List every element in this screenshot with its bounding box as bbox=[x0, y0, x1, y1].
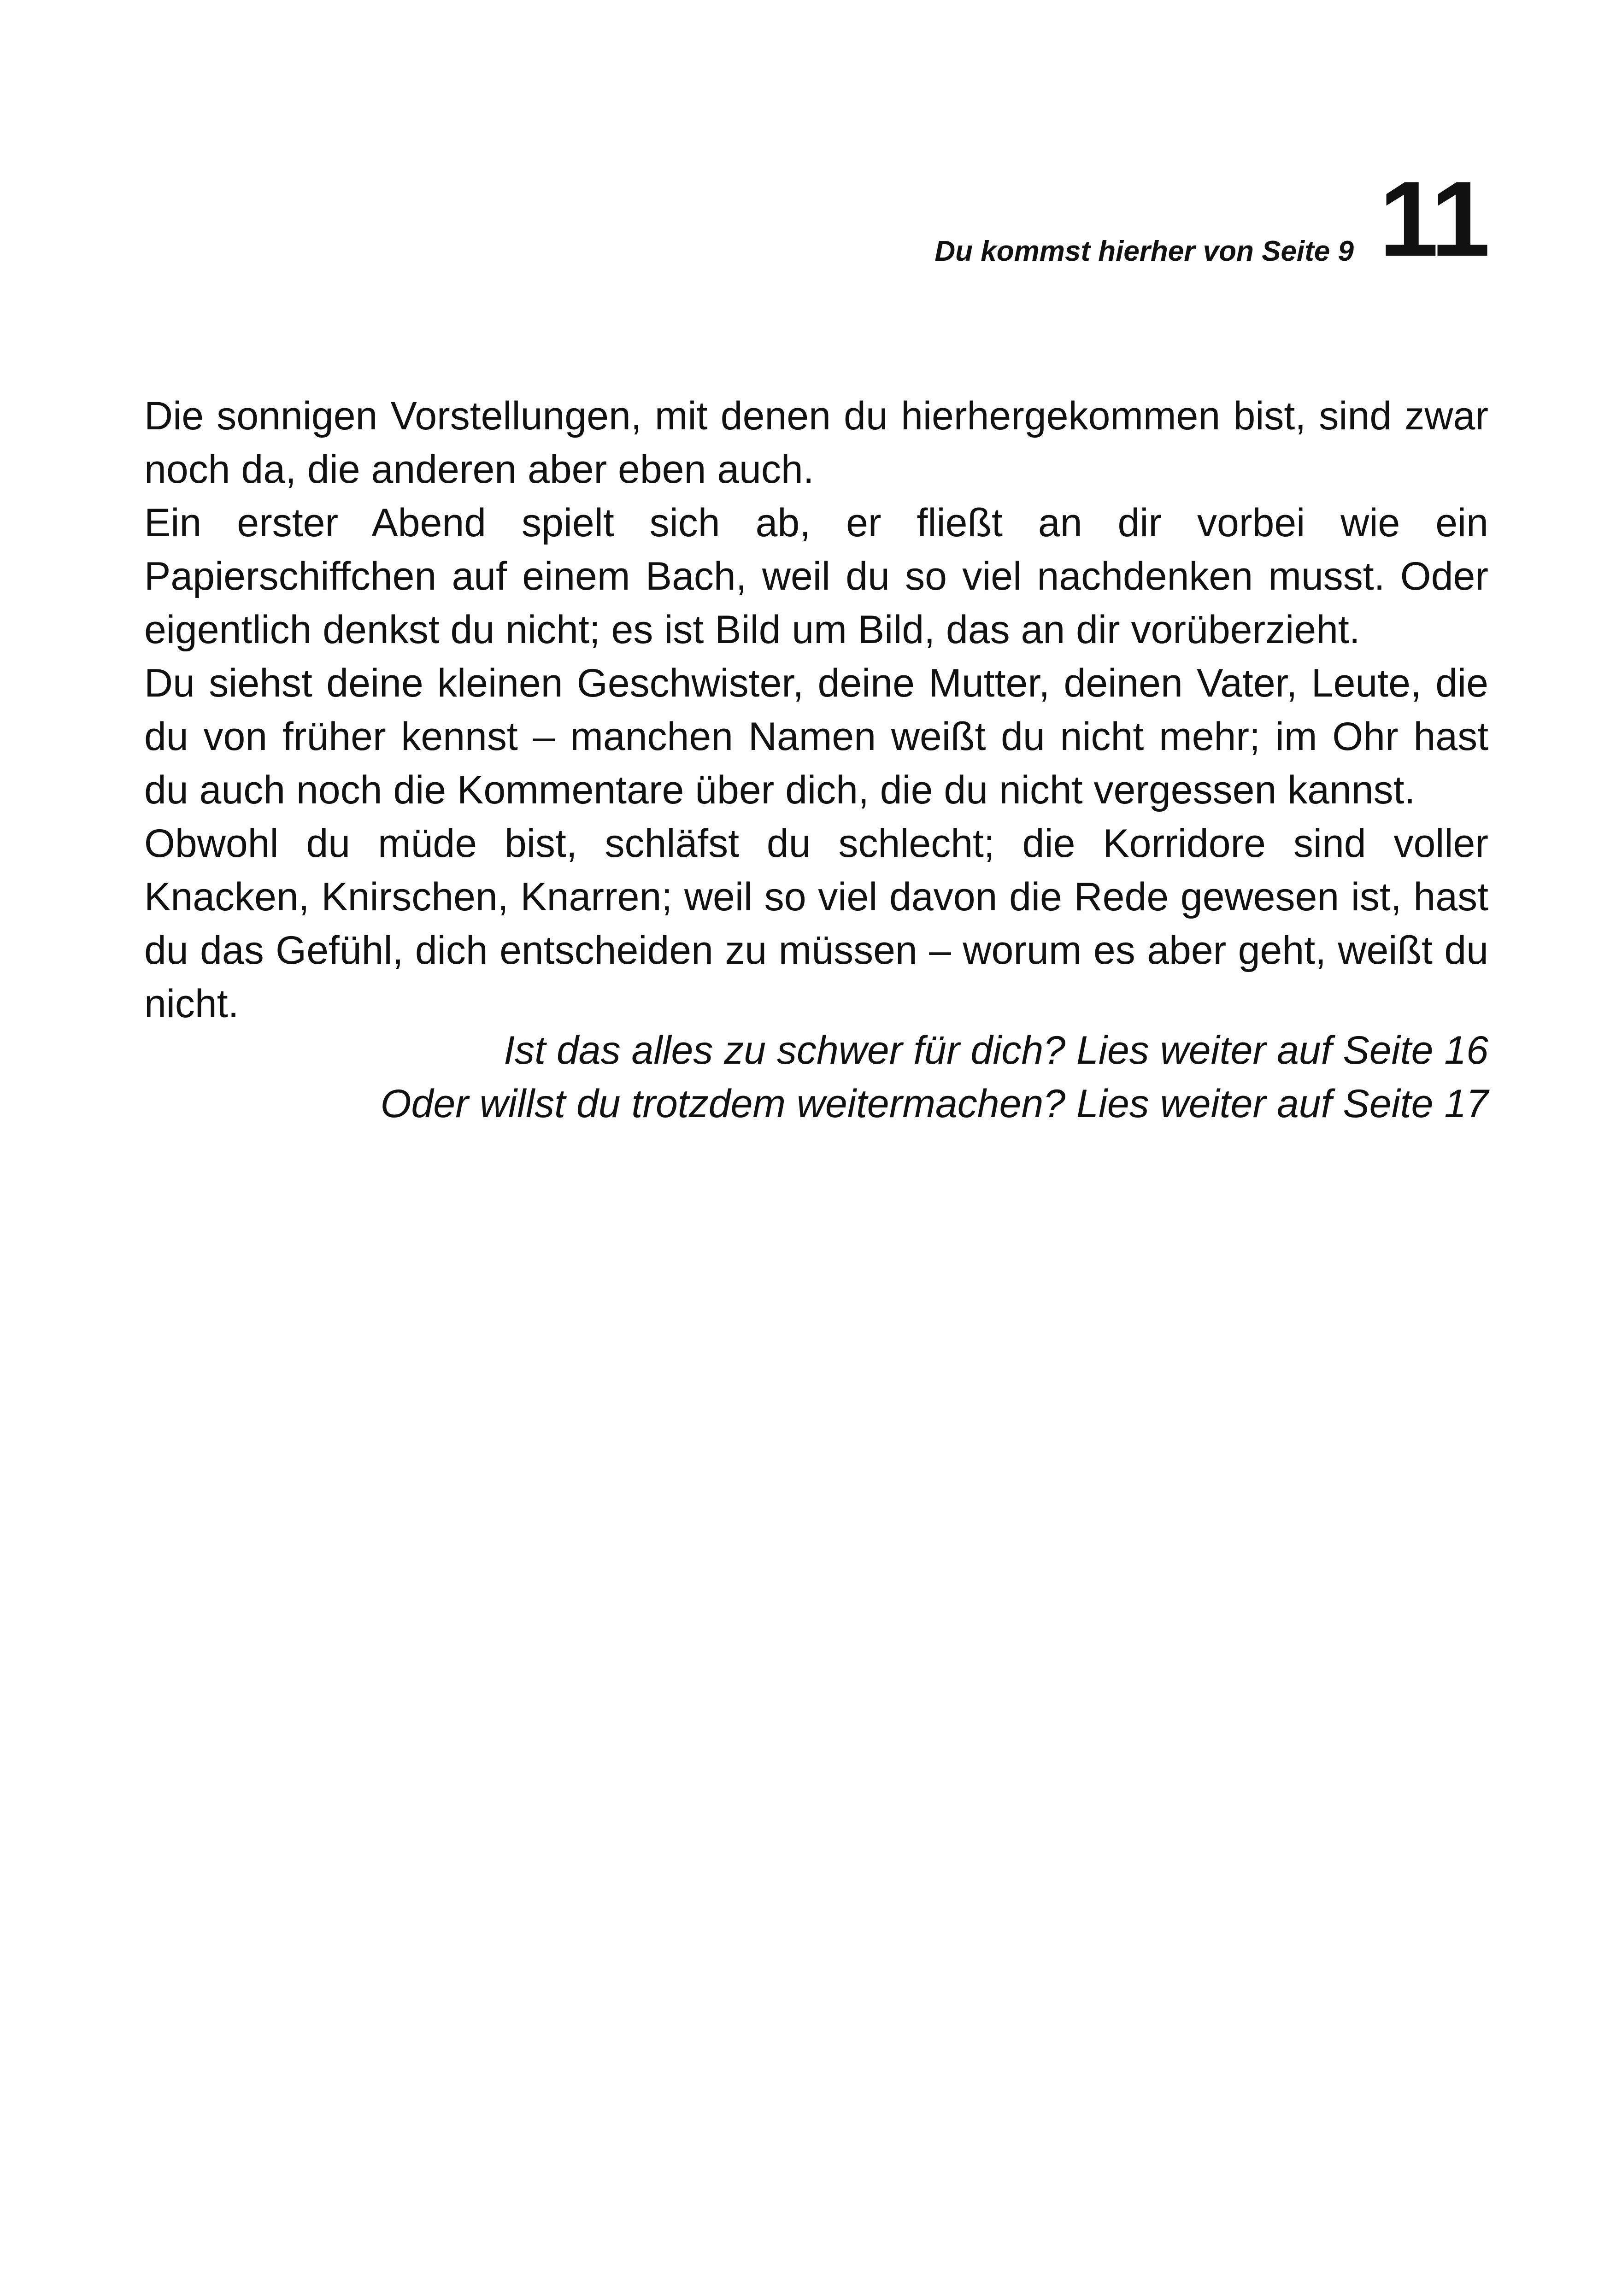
choice-continue: Oder willst du trotzdem weitermachen? Lies weiter auf Seite 17 bbox=[380, 1082, 1488, 1126]
paragraph: Die sonnigen Vorstellungen, mit denen du hierhergekommen bist, sind zwar noch da, die anderen aber eben auch. bbox=[144, 394, 1488, 492]
choice-list bbox=[144, 1024, 1488, 1130]
origin-note: Du kommst hierher von Seite 9 bbox=[934, 235, 1354, 267]
story-text bbox=[144, 389, 1488, 1031]
paragraph: Obwohl du müde bist, schläfst du schlecht; die Korridore sind voller Knacken, Knirschen, Knarren; weil so viel davon die Rede gewesen ist, hast du das Gefühl, dich entscheiden zu müssen – worum es aber geht, weißt du nicht. bbox=[144, 821, 1488, 1026]
paragraph: Du siehst deine kleinen Geschwister, deine Mutter, deinen Vater, Leute, die du von früher kennst – manchen Namen weißt du nicht mehr; im Ohr hast du auch noch die Kommentare über dich, die du nicht vergessen kannst. bbox=[144, 661, 1488, 812]
page-header bbox=[737, 159, 1488, 279]
choice-too-hard: Ist das alles zu schwer für dich? Lies weiter auf Seite 16 bbox=[504, 1028, 1488, 1072]
page-number: 11 bbox=[1379, 159, 1488, 279]
paragraph: Ein erster Abend spielt sich ab, er fließt an dir vorbei wie ein Papierschiffchen auf einem Bach, weil du so viel nachdenken musst. Oder eigentlich denkst du nicht; es ist Bild um Bild, das an dir vorüberzieht. bbox=[144, 501, 1488, 652]
